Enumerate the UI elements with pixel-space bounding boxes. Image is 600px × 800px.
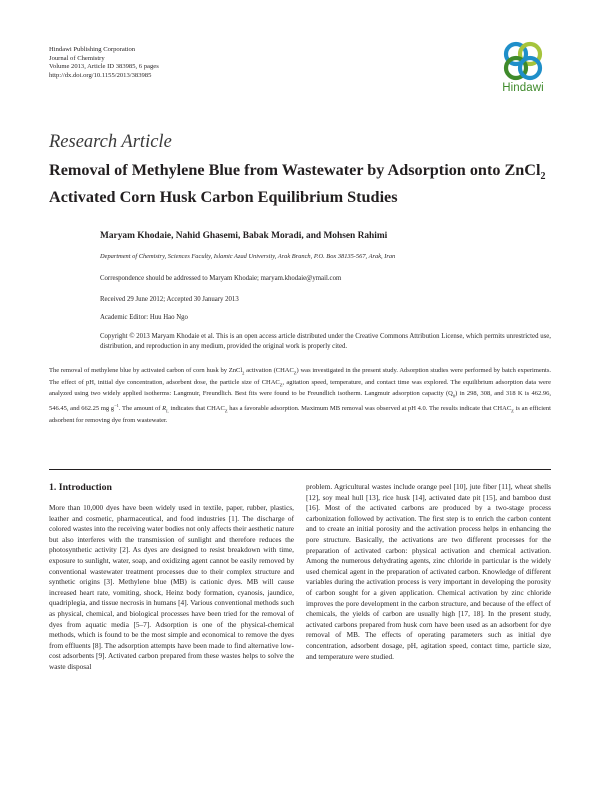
author-affiliation: Department of Chemistry, Sciences Faculty, Islamic Azad University, Arak Branch, P.O. Box 38135-567, Arak, Iran: [100, 253, 396, 260]
publication-info: [49, 46, 159, 80]
hindawi-logo: [492, 38, 554, 110]
author-list: Maryam Khodaie, Nahid Ghasemi, Babak Moradi, and Mohsen Rahimi: [100, 231, 388, 241]
introduction-right-column: problem. Agricultural wastes include orange peel [10], jute fiber [11], wheat shells [12], soy meal hull [13], rice husk [14], activated date pit [15], and bamboo dust [16]. Most of the activated carbons are produced by a two-stage process carbonization followed by activation. The first step is to enrich the carbon content and to create an initial porosity and the activation process helps in enhancing the pore structure. Basically, the activations are two different processes for the preparation of activated carbon: physical activation and chemical activation. Among the numerous dehydrating agents, zinc chloride in particular is the widely used chemical agent in the preparation of activated carbon. Knowledge of different variables during the activation process is very important in developing the porosity of carbon sought for a given application. Chemical activation by zinc chloride improves the pore development in the carbon structure, and because of the effect of chemicals, the yields of carbon are usually high [17, 18]. In the present study, activated carbons prepared from husk corn have been used as an adsorbent for dye removal of MB. The effects of operating parameters such as initial dye concentration, adsorbent dosage, pH, agitation speed, contact time, particle size, and temperature were studied.: [306, 482, 551, 661]
doi-link[interactable]: http://dx.doi.org/10.1155/2013/383985: [49, 71, 152, 79]
publisher-name: Hindawi Publishing Corporation: [49, 46, 136, 53]
journal-name: Journal of Chemistry: [49, 54, 105, 62]
volume-info: Volume 2013, Article ID 383985, 6 pages: [49, 63, 159, 71]
hindawi-logo-text: Hindawi: [502, 82, 544, 94]
article-title: Removal of Methylene Blue from Wastewater by Adsorption onto ZnCl$_2$ Activated Corn Husk Carbon Equilibrium Studies: [49, 161, 546, 207]
hindawi-logo-icon: [501, 38, 545, 84]
academic-editor: Academic Editor: Huu Hao Ngo: [100, 314, 188, 321]
correspondence-line: Correspondence should be addressed to Maryam Khodaie; maryam.khodaie@ymail.com: [100, 275, 342, 282]
introduction-left-column: More than 10,000 dyes have been widely used in textile, paper, rubber, plastics, leather and cosmetic, pharmaceutical, and food industries [1]. The discharge of colored wastes into the receiving water bodies not only affects their aesthetic nature but also interferes with the transmission of sunlight and therefore reduces the photosynthetic activity [2]. As dyes are designed to resist breakdown with time, exposure to sunlight, water, soap, and oxidizing agent cannot be easily removed by conventional wastewater treatment processes due to their complex structure and synthetic origins [3]. Methylene blue (MB) is cationic dyes. MB will cause increased heart rate, vomiting, shock, Heinz body formation, cyanosis, jaundice, quadriplegia, and tissue necrosis in humans [4]. Various conventional methods such as physical, chemical, and biological processes have been tried for the removal of dyes from aquatic media [5–7]. Adsorption is one of the physical-chemical methods, which is found to be the most simple and economical to remove the dyes from effluents [8]. The adsorption attempts have been made to find alternative low-cost adsorbents [9]. Activated carbon prepared from these wastes helps to solve the waste disposal: [49, 503, 294, 671]
article-type: Research Article: [49, 132, 172, 152]
received-accepted-dates: Received 29 June 2012; Accepted 30 January 2013: [100, 296, 239, 303]
abstract: The removal of methylene blue by activated carbon of corn husk by ZnCl$_2$ activation $(CHAC_Z)$ was investigated in the present study. Adsorption studies were performed by batch experiments. The effect of pH, initial dye concentration, adsorbent dose, the particle size of $CHAC_Z$, agitation speed, temperature, and contact time was explored. The equilibrium adsorption data were analyzed using two widely applied isotherms: Langmuir, Freundlich. Best fits were found to be Freundlich isotherm. Langmuir adsorption capacity $(Q_0)$ in 298, 308, and 318 K is 462.96, 546.45, and 662.25 mg $g^{-1}$. The amount of $R_L$ indicates that $CHAC_Z$ has a favorable adsorption. Maximum MB removal was observed at pH 4.0. The results indicate that $CHAC_Z$ is an efficient adsorbent for removing dye from wastewater.: [49, 367, 551, 424]
introduction-heading: 1. Introduction: [49, 482, 112, 493]
copyright-notice: Copyright © 2013 Maryam Khodaie et al. This is an open access article distributed under the Creative Commons Attribution License, which permits unrestricted use, distribution, and reproduction in any medium, provided the original work is properly cited.: [100, 333, 551, 350]
section-divider: [49, 469, 551, 470]
